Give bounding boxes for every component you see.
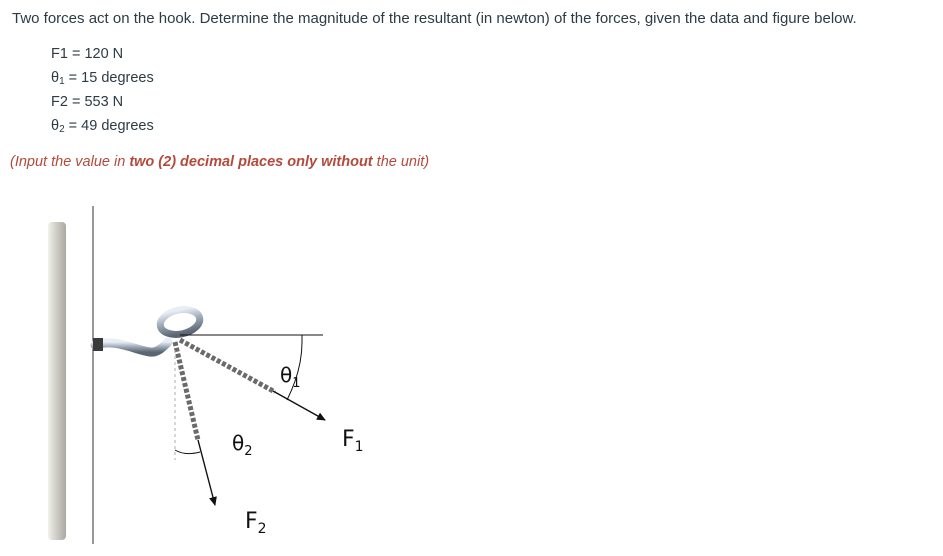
wall <box>48 222 66 540</box>
f1-chain <box>180 340 275 392</box>
theta2-label: $\theta_2$ <box>232 431 253 459</box>
f2-label: $F_2$ <box>245 509 267 537</box>
hook-diagram <box>40 200 400 550</box>
given-f2 <box>51 93 123 111</box>
given-f1-name: F1 <box>51 46 68 62</box>
given-theta1-sub: 1 <box>59 76 65 87</box>
instruction-text: (Input the value in two (2) decimal places only without the unit) <box>10 154 430 170</box>
hook-shank <box>95 342 168 352</box>
hook-eye <box>158 306 202 338</box>
given-theta1-value: = 15 degrees <box>64 70 154 86</box>
f2-arrow <box>198 440 215 505</box>
given-theta1-symbol: θ <box>51 70 60 86</box>
hook-threads <box>93 338 103 351</box>
given-f1 <box>51 45 123 63</box>
given-theta2 <box>51 117 154 139</box>
f2-chain <box>175 342 198 440</box>
given-f2-name: F2 <box>51 94 68 110</box>
hook-force-figure <box>40 200 400 550</box>
f1-label: $F_1$ <box>342 427 364 455</box>
given-f2-value: = 553 N <box>67 94 124 110</box>
given-theta2-sub: 2 <box>59 124 65 135</box>
theta1-label: $\theta_1$ <box>280 363 301 391</box>
given-f1-value: = 120 N <box>67 46 124 62</box>
theta2-arc <box>175 450 200 454</box>
question-text: Two forces act on the hook. Determine the magnitude of the resultant (in newton) of the forces, given the data and figure below. <box>12 10 857 27</box>
given-theta2-value: = 49 degrees <box>64 118 154 134</box>
f1-arrow <box>273 391 325 420</box>
given-theta2-symbol: θ <box>51 118 60 134</box>
given-theta1 <box>51 69 154 91</box>
